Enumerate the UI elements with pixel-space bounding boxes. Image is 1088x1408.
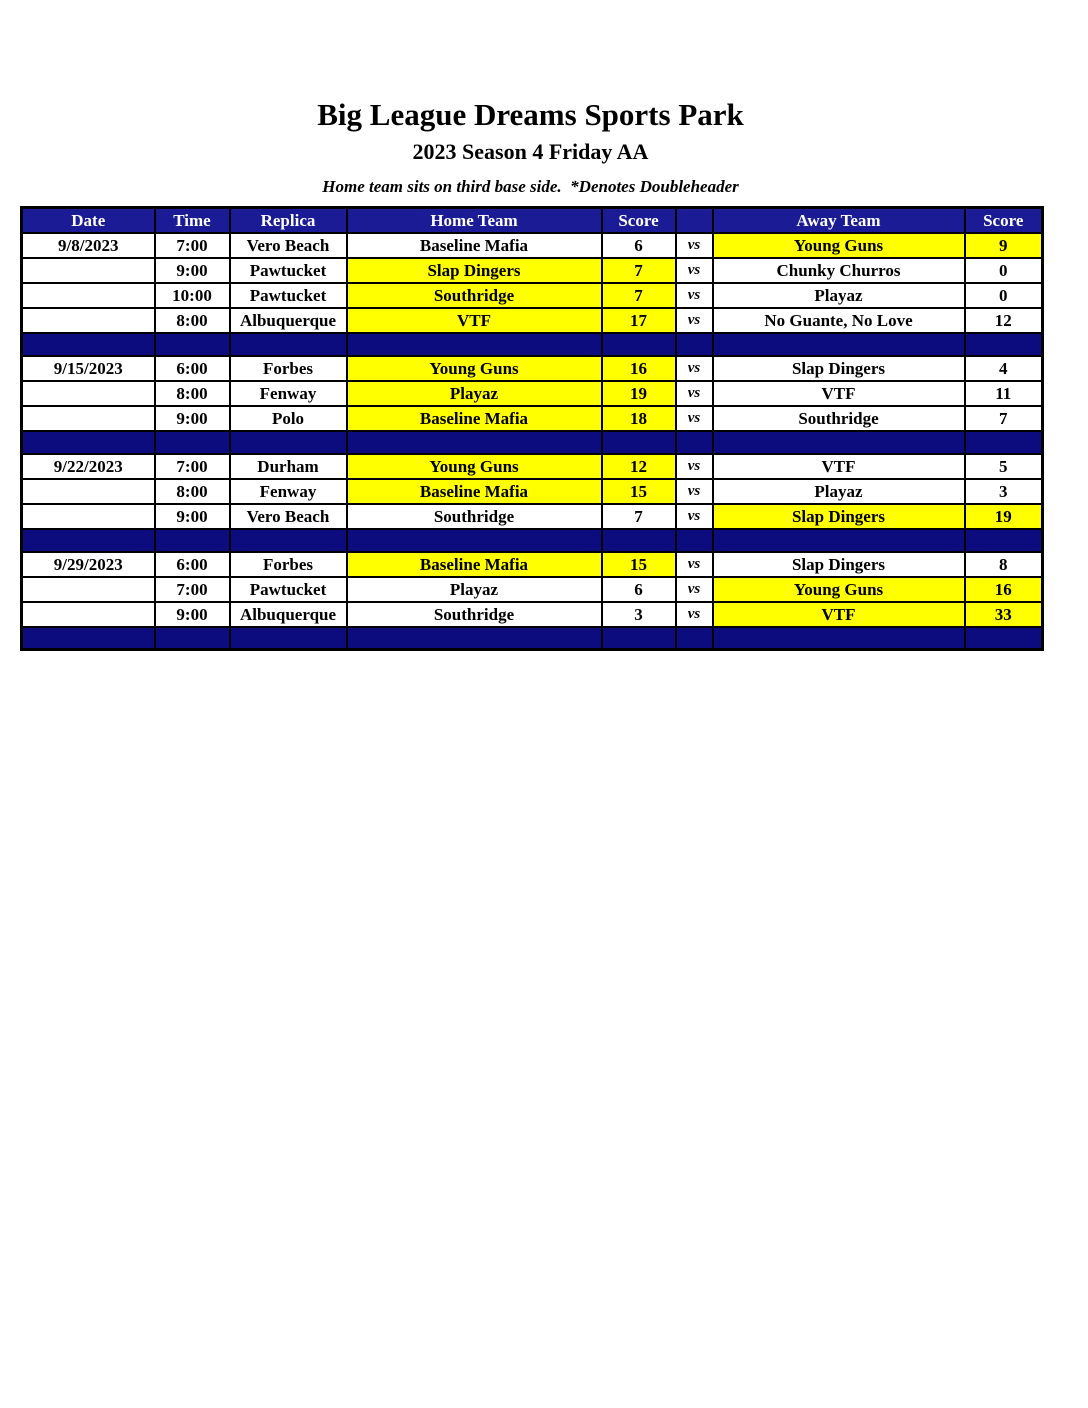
separator-cell xyxy=(155,333,230,356)
replica-cell: Pawtucket xyxy=(230,258,347,283)
date-cell: 9/8/2023 xyxy=(22,233,155,258)
game-row xyxy=(22,479,1043,504)
separator-cell xyxy=(676,627,713,650)
separator-cell xyxy=(347,627,602,650)
replica-cell: Vero Beach xyxy=(230,233,347,258)
time-cell: 7:00 xyxy=(155,577,230,602)
separator-cell xyxy=(713,529,965,552)
replica-cell: Vero Beach xyxy=(230,504,347,529)
vs-label: vs xyxy=(676,577,713,602)
date-cell xyxy=(22,258,155,283)
replica-cell: Fenway xyxy=(230,479,347,504)
home-score-cell: 7 xyxy=(602,258,676,283)
time-cell: 7:00 xyxy=(155,454,230,479)
vs-label: vs xyxy=(676,406,713,431)
separator-cell xyxy=(155,431,230,454)
home-team-cell: Young Guns xyxy=(347,356,602,381)
vs-label: vs xyxy=(676,602,713,627)
game-row xyxy=(22,577,1043,602)
separator-cell xyxy=(230,333,347,356)
time-cell: 7:00 xyxy=(155,233,230,258)
home-team-cell: Baseline Mafia xyxy=(347,406,602,431)
date-cell xyxy=(22,479,155,504)
home-team-cell: VTF xyxy=(347,308,602,333)
column-header-away-team: Away Team xyxy=(713,208,965,233)
replica-cell: Pawtucket xyxy=(230,577,347,602)
separator-cell xyxy=(713,627,965,650)
separator-cell xyxy=(155,529,230,552)
away-team-cell: Slap Dingers xyxy=(713,356,965,381)
game-row xyxy=(22,233,1043,258)
separator-cell xyxy=(676,529,713,552)
time-cell: 8:00 xyxy=(155,479,230,504)
column-header-home-team: Home Team xyxy=(347,208,602,233)
game-row xyxy=(22,381,1043,406)
game-row xyxy=(22,454,1043,479)
schedule-table xyxy=(20,206,1044,651)
vs-label: vs xyxy=(676,479,713,504)
column-header-time: Time xyxy=(155,208,230,233)
home-score-cell: 7 xyxy=(602,504,676,529)
away-team-cell: VTF xyxy=(713,602,965,627)
date-cell xyxy=(22,308,155,333)
home-score-cell: 15 xyxy=(602,479,676,504)
page-title: Big League Dreams Sports Park xyxy=(317,97,744,132)
away-team-cell: VTF xyxy=(713,381,965,406)
separator-cell xyxy=(713,333,965,356)
away-team-cell: Slap Dingers xyxy=(713,552,965,577)
home-score-cell: 18 xyxy=(602,406,676,431)
home-score-cell: 3 xyxy=(602,602,676,627)
separator-cell xyxy=(602,333,676,356)
vs-label: vs xyxy=(676,381,713,406)
game-row xyxy=(22,356,1043,381)
away-team-cell: No Guante, No Love xyxy=(713,308,965,333)
away-score-cell: 7 xyxy=(965,406,1043,431)
home-team-cell: Southridge xyxy=(347,504,602,529)
away-score-cell: 0 xyxy=(965,258,1043,283)
replica-cell: Fenway xyxy=(230,381,347,406)
column-header-away-score: Score xyxy=(965,208,1043,233)
time-cell: 10:00 xyxy=(155,283,230,308)
home-score-cell: 6 xyxy=(602,577,676,602)
time-cell: 9:00 xyxy=(155,602,230,627)
date-cell: 9/29/2023 xyxy=(22,552,155,577)
home-team-cell: Southridge xyxy=(347,602,602,627)
schedule-table-head xyxy=(22,208,1043,233)
away-score-cell: 8 xyxy=(965,552,1043,577)
separator-row xyxy=(22,333,1043,356)
game-row xyxy=(22,504,1043,529)
home-score-cell: 17 xyxy=(602,308,676,333)
game-row xyxy=(22,308,1043,333)
separator-cell xyxy=(965,333,1043,356)
replica-cell: Forbes xyxy=(230,356,347,381)
time-cell: 6:00 xyxy=(155,552,230,577)
home-score-cell: 7 xyxy=(602,283,676,308)
away-score-cell: 5 xyxy=(965,454,1043,479)
away-score-cell: 11 xyxy=(965,381,1043,406)
game-row xyxy=(22,258,1043,283)
separator-cell xyxy=(230,529,347,552)
home-team-cell: Baseline Mafia xyxy=(347,552,602,577)
replica-cell: Albuquerque xyxy=(230,308,347,333)
away-team-cell: Young Guns xyxy=(713,233,965,258)
separator-row xyxy=(22,627,1043,650)
date-cell: 9/15/2023 xyxy=(22,356,155,381)
vs-label: vs xyxy=(676,552,713,577)
home-team-cell: Young Guns xyxy=(347,454,602,479)
game-row xyxy=(22,283,1043,308)
game-row xyxy=(22,552,1043,577)
replica-cell: Durham xyxy=(230,454,347,479)
date-cell xyxy=(22,577,155,602)
column-header-vs xyxy=(676,208,713,233)
home-team-cell: Playaz xyxy=(347,381,602,406)
separator-cell xyxy=(965,431,1043,454)
vs-label: vs xyxy=(676,258,713,283)
separator-cell xyxy=(22,529,155,552)
away-score-cell: 12 xyxy=(965,308,1043,333)
away-team-cell: Playaz xyxy=(713,283,965,308)
away-score-cell: 4 xyxy=(965,356,1043,381)
away-score-cell: 0 xyxy=(965,283,1043,308)
separator-cell xyxy=(965,627,1043,650)
column-header-date: Date xyxy=(22,208,155,233)
separator-cell xyxy=(602,627,676,650)
time-cell: 8:00 xyxy=(155,381,230,406)
separator-cell xyxy=(347,333,602,356)
home-score-cell: 19 xyxy=(602,381,676,406)
separator-cell xyxy=(230,431,347,454)
vs-label: vs xyxy=(676,504,713,529)
date-cell xyxy=(22,406,155,431)
separator-cell xyxy=(230,627,347,650)
replica-cell: Pawtucket xyxy=(230,283,347,308)
separator-row xyxy=(22,529,1043,552)
page-note: Home team sits on third base side. *Denotes Doubleheader xyxy=(322,177,739,196)
away-score-cell: 3 xyxy=(965,479,1043,504)
separator-cell xyxy=(676,333,713,356)
replica-cell: Forbes xyxy=(230,552,347,577)
separator-cell xyxy=(22,431,155,454)
game-row xyxy=(22,602,1043,627)
date-cell xyxy=(22,504,155,529)
column-header-home-score: Score xyxy=(602,208,676,233)
document-content xyxy=(20,0,1041,651)
time-cell: 8:00 xyxy=(155,308,230,333)
vs-label: vs xyxy=(676,454,713,479)
separator-cell xyxy=(22,627,155,650)
column-header-replica: Replica xyxy=(230,208,347,233)
date-cell: 9/22/2023 xyxy=(22,454,155,479)
away-score-cell: 9 xyxy=(965,233,1043,258)
separator-cell xyxy=(713,431,965,454)
separator-cell xyxy=(965,529,1043,552)
away-team-cell: Slap Dingers xyxy=(713,504,965,529)
vs-label: vs xyxy=(676,356,713,381)
replica-cell: Albuquerque xyxy=(230,602,347,627)
home-team-cell: Slap Dingers xyxy=(347,258,602,283)
separator-cell xyxy=(347,431,602,454)
away-team-cell: VTF xyxy=(713,454,965,479)
separator-row xyxy=(22,431,1043,454)
home-score-cell: 15 xyxy=(602,552,676,577)
away-team-cell: Chunky Churros xyxy=(713,258,965,283)
time-cell: 9:00 xyxy=(155,406,230,431)
separator-cell xyxy=(22,333,155,356)
separator-cell xyxy=(602,431,676,454)
separator-cell xyxy=(155,627,230,650)
separator-cell xyxy=(347,529,602,552)
vs-label: vs xyxy=(676,308,713,333)
away-team-cell: Young Guns xyxy=(713,577,965,602)
away-score-cell: 33 xyxy=(965,602,1043,627)
away-team-cell: Playaz xyxy=(713,479,965,504)
date-cell xyxy=(22,381,155,406)
header-row xyxy=(22,208,1043,233)
home-score-cell: 12 xyxy=(602,454,676,479)
date-cell xyxy=(22,602,155,627)
home-score-cell: 16 xyxy=(602,356,676,381)
date-cell xyxy=(22,283,155,308)
page-subtitle: 2023 Season 4 Friday AA xyxy=(412,139,649,164)
vs-label: vs xyxy=(676,283,713,308)
separator-cell xyxy=(602,529,676,552)
home-team-cell: Baseline Mafia xyxy=(347,479,602,504)
away-score-cell: 19 xyxy=(965,504,1043,529)
home-team-cell: Playaz xyxy=(347,577,602,602)
home-team-cell: Baseline Mafia xyxy=(347,233,602,258)
separator-cell xyxy=(676,431,713,454)
vs-label: vs xyxy=(676,233,713,258)
time-cell: 9:00 xyxy=(155,504,230,529)
game-row xyxy=(22,406,1043,431)
schedule-table-body xyxy=(22,233,1043,650)
replica-cell: Polo xyxy=(230,406,347,431)
away-score-cell: 16 xyxy=(965,577,1043,602)
away-team-cell: Southridge xyxy=(713,406,965,431)
home-score-cell: 6 xyxy=(602,233,676,258)
time-cell: 9:00 xyxy=(155,258,230,283)
home-team-cell: Southridge xyxy=(347,283,602,308)
time-cell: 6:00 xyxy=(155,356,230,381)
